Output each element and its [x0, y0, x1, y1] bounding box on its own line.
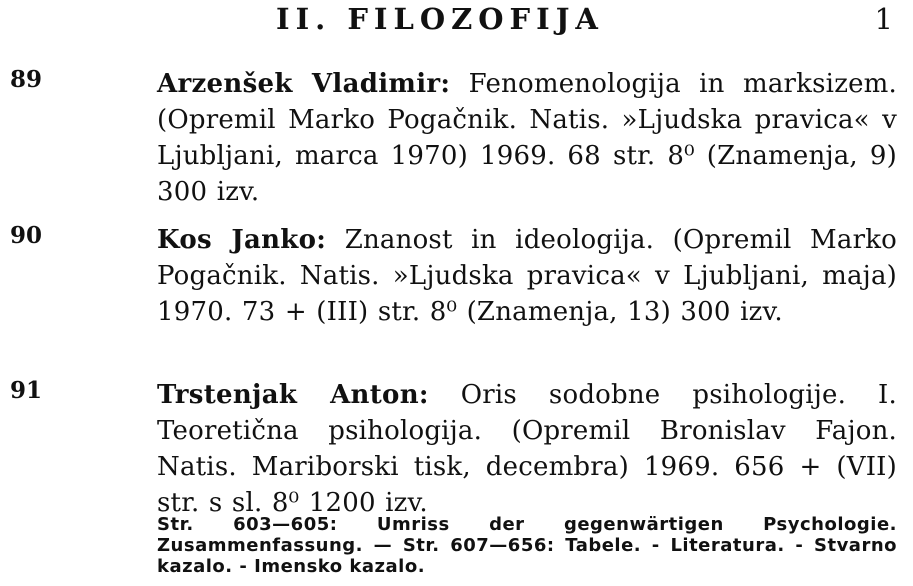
entry-author: Trstenjak Anton:: [157, 380, 429, 410]
entry-description: Znanost in ideologija. (Opremil Marko Pogačnik. Natis. »Ljudska pravica« v Ljubljani, maja) 1970. 73 + (III) str. 8⁰ (Znamenja, 13) 300 izv.: [157, 225, 897, 327]
entry-text: [157, 66, 897, 210]
entry-number: 90: [10, 222, 43, 249]
page-number: 1: [874, 2, 893, 36]
entry-number: 89: [10, 66, 43, 93]
entry-description: Oris sodobne psihologije. I. Teoretična psihologija. (Opremil Bronislav Fajon. Natis. Mariborski tisk, decembra) 1969. 656 + (VII) str. s sl. 8⁰ 1200 izv.: [157, 380, 897, 518]
entry-author: Kos Janko:: [157, 225, 327, 255]
entry-number: 91: [10, 377, 43, 404]
entry-text: [157, 222, 897, 330]
section-title: II. FILOZOFIJA: [276, 2, 604, 36]
entry-author: Arzenšek Vladimir:: [157, 69, 451, 99]
page-header: [0, 2, 913, 42]
entry-description: Fenomenologija in marksizem. (Opremil Marko Pogačnik. Natis. »Ljudska pravica« v Ljubljani, marca 1970) 1969. 68 str. 8⁰ (Znamenja, 9) 300 izv.: [157, 69, 897, 207]
entry-text: [157, 377, 897, 521]
entry-note: Str. 603—605: Umriss der gegenwärtigen Psychologie. Zusammenfassung. — Str. 607—656: Tabele. - Literatura. - Stvarno kazalo. - Imensko kazalo.: [157, 514, 897, 577]
